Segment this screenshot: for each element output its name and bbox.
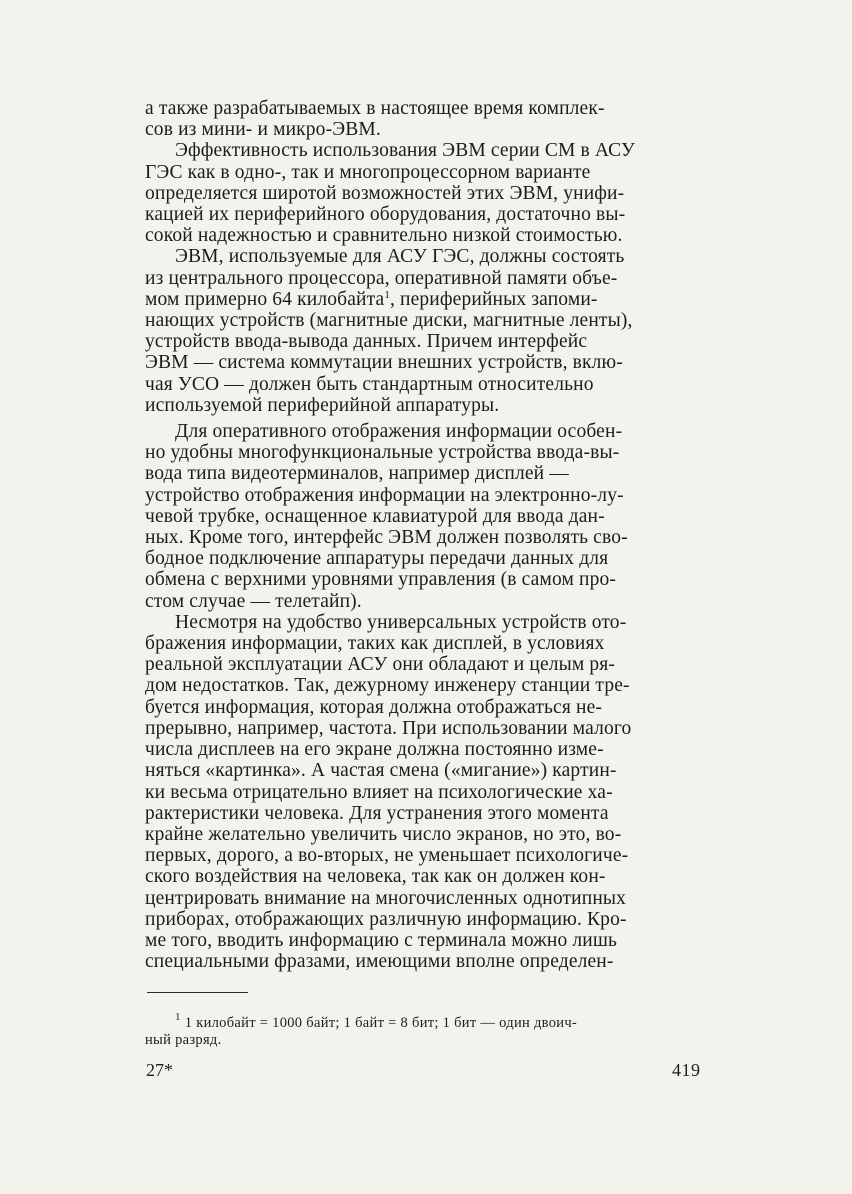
text-line: из центрального процессора, оперативной памяти объе- bbox=[145, 267, 618, 289]
text-line: ных. Кроме того, интерфейс ЭВМ должен позволять сво- bbox=[145, 527, 628, 549]
footnote-marker: 1 bbox=[175, 1011, 181, 1023]
text-line: кацией их периферийного оборудования, достаточно вы- bbox=[145, 204, 626, 226]
text-line: а также разрабатываемых в настоящее время комплек- bbox=[145, 98, 605, 119]
text-line: Эффективность использования ЭВМ серии СМ в АСУ bbox=[175, 140, 635, 162]
text-line: ГЭС как в одно-, так и многопроцессорном варианте bbox=[145, 161, 591, 183]
text-line: ме того, вводить информацию с терминала можно лишь bbox=[145, 929, 618, 951]
text-line: , периферийных запоми- bbox=[389, 288, 598, 310]
text-line: вода типа видеотерминалов, например дисплей — bbox=[145, 463, 569, 485]
text-line: обмена с верхними уровнями управления (в самом про- bbox=[145, 569, 617, 591]
text-line: нающих устройств (магнитные диски, магнитные ленты), bbox=[145, 310, 633, 332]
page-number: 419 bbox=[672, 1060, 701, 1080]
text-line: ки весьма отрицательно влияет на психологические ха- bbox=[145, 781, 613, 803]
text-line: Для оперативного отображения информации особен- bbox=[175, 421, 623, 443]
text-line: ЭВМ — система коммутации внешних устройств, вклю- bbox=[145, 352, 623, 374]
text-line: стом случае — телетайп). bbox=[145, 590, 362, 612]
paragraph bbox=[145, 140, 708, 246]
text-line: но удобны многофункциональные устройства ввода-вы- bbox=[145, 442, 620, 464]
footnote-reference: 1 bbox=[384, 288, 390, 301]
paragraph-continuation bbox=[145, 98, 708, 140]
text-line: няться «картинка». А частая смена («мигание») картин- bbox=[145, 760, 617, 782]
text-line: определяется широтой возможностей этих ЭВМ, унифи- bbox=[145, 182, 625, 204]
body-text bbox=[145, 98, 708, 972]
footnote-text: 1 килобайт = 1000 байт; 1 байт = 8 бит; 1 бит — один двоич- bbox=[184, 1015, 578, 1031]
text-line: устройств ввода-вывода данных. Причем интерфейс bbox=[145, 331, 588, 353]
text-line: ЭВМ, используемые для АСУ ГЭС, должны состоять bbox=[175, 246, 625, 268]
text-line: бодное подключение аппаратуры передачи данных для bbox=[145, 548, 609, 570]
text-line: прерывно, например, частота. При использовании малого bbox=[145, 717, 632, 739]
text-line: сов из мини- и микро-ЭВМ. bbox=[145, 119, 381, 141]
text-line: реальной эксплуатации АСУ они обладают и целым ря- bbox=[145, 654, 616, 676]
text-line: устройство отображения информации на электронно-лу- bbox=[145, 484, 624, 506]
text-line: дом недостатков. Так, дежурному инженеру станции тре- bbox=[145, 675, 630, 697]
text-line: буется информация, которая должна отображаться не- bbox=[145, 696, 603, 718]
paragraph bbox=[145, 612, 708, 972]
text-line: специальными фразами, имеющими вполне определен- bbox=[145, 951, 614, 973]
text-line: рактеристики человека. Для устранения этого момента bbox=[145, 802, 609, 824]
text-line: сокой надежностью и сравнительно низкой стоимостью. bbox=[145, 225, 623, 247]
text-line: используемой периферийной аппаратуры. bbox=[145, 394, 500, 416]
paragraph bbox=[145, 421, 708, 612]
text-line: чая УСО — должен быть стандартным относительно bbox=[145, 373, 594, 395]
footnote-divider bbox=[147, 992, 248, 993]
text-line: чевой трубке, оснащенное клавиатурой для ввода дан- bbox=[145, 505, 605, 527]
paragraph bbox=[145, 246, 708, 416]
text-line: ского воздействия на человека, так как он должен кон- bbox=[145, 866, 606, 888]
signature-mark: 27* bbox=[146, 1060, 173, 1080]
text-line: числа дисплеев на его экране должна постоянно изме- bbox=[145, 739, 604, 761]
text-line: Несмотря на удобство универсальных устройств ото- bbox=[175, 611, 627, 633]
footnote-text: ный разряд. bbox=[145, 1032, 222, 1048]
text-line: первых, дорого, а во-вторых, не уменьшает психологиче- bbox=[145, 845, 629, 867]
text-line: приборах, отображающих различную информацию. Кро- bbox=[145, 908, 627, 930]
text-line: крайне желательно увеличить число экранов, но это, во- bbox=[145, 823, 622, 845]
footnote bbox=[145, 1011, 708, 1049]
text-line: бражения информации, таких как дисплей, в условиях bbox=[145, 633, 605, 655]
text-line: мом примерно 64 килобайта bbox=[145, 288, 385, 310]
text-line: центрировать внимание на многочисленных однотипных bbox=[145, 887, 627, 909]
